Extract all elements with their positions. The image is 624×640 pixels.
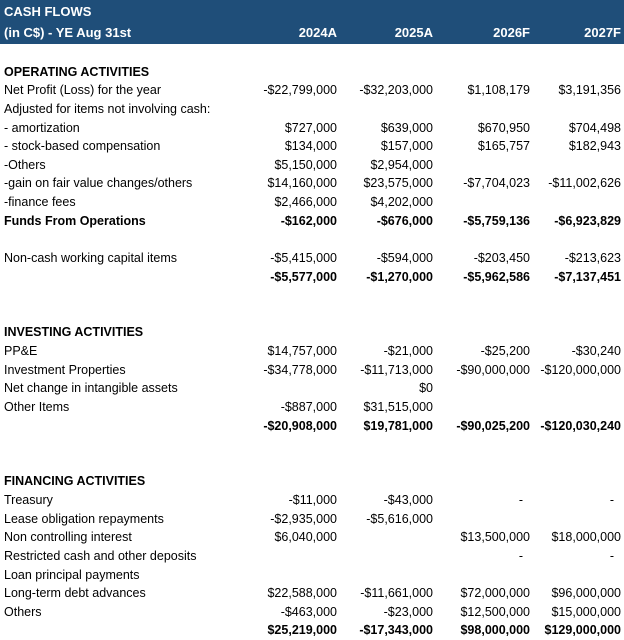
cell-2025a: -$43,000 [383, 493, 433, 507]
cell-2025a: -$32,203,000 [359, 83, 433, 98]
cell-2026f: $98,000,000 [460, 623, 530, 638]
cell-2024a [248, 100, 340, 119]
sheet-title: CASH FLOWS [4, 4, 92, 19]
row-label: -Others [4, 157, 46, 172]
cell-2026f [436, 100, 533, 119]
cell-2026f: $13,500,000 [460, 530, 530, 545]
cell-2024a [248, 63, 340, 82]
cell-2024a: $727,000 [284, 120, 337, 135]
line-item-row [0, 603, 624, 622]
row-label [0, 621, 248, 640]
cell-2027f: $15,000,000 [551, 604, 621, 619]
row-label: INVESTING ACTIVITIES [4, 325, 144, 340]
cell-2025a: -$11,661,000 [360, 586, 433, 601]
line-item-row [0, 193, 624, 212]
cell-2026f: -$7,704,023 [463, 176, 530, 191]
total-row [0, 268, 624, 287]
row-label: OPERATING ACTIVITIES [4, 64, 150, 79]
cell-2027f: $129,000,000 [544, 623, 621, 638]
cell-2025a: -$23,000 [383, 604, 433, 619]
cell-2027f: -$11,002,626 [548, 176, 621, 191]
cell-2027f [533, 44, 624, 63]
row-label: Loan principal payments [4, 567, 140, 582]
cell-2027f: $18,000,000 [551, 530, 621, 545]
cell-2024a: -$11,000 [288, 493, 337, 507]
total-row [0, 621, 624, 640]
line-item-row [0, 547, 624, 566]
cell-2025a [340, 63, 436, 82]
cell-2027f [533, 63, 624, 82]
cell-2026f [436, 566, 533, 585]
cell-2026f [436, 286, 533, 305]
row-label: Treasury [4, 493, 53, 507]
cell-2027f [533, 156, 624, 175]
cell-2026f [436, 44, 533, 63]
cell-2025a [340, 305, 436, 324]
cell-2024a [248, 472, 340, 491]
total-row [0, 417, 624, 436]
cell-2026f: -$90,000,000 [456, 362, 530, 377]
line-item-row [0, 379, 624, 398]
cell-2025a: $4,202,000 [370, 195, 433, 209]
cell-2024a [248, 230, 340, 249]
cell-2024a: $14,160,000 [267, 176, 337, 191]
cell-2025a: $157,000 [380, 139, 433, 154]
row-label: -gain on fair value changes/others [4, 176, 193, 191]
line-item-row [0, 156, 624, 175]
cell-2024a: -$463,000 [280, 604, 337, 619]
spacer-row [0, 44, 624, 63]
cell-2025a [340, 528, 436, 547]
cell-2025a [340, 435, 436, 454]
cell-2025a: $31,515,000 [363, 399, 433, 414]
cell-2027f [533, 379, 624, 398]
cell-2024a: -$34,778,000 [263, 362, 337, 377]
cell-2025a [340, 286, 436, 305]
column-header-row [0, 22, 624, 44]
cell-2026f [436, 435, 533, 454]
cell-2024a: -$5,415,000 [270, 250, 337, 265]
line-item-row [0, 491, 624, 510]
cell-2027f [533, 435, 624, 454]
cell-2026f: $165,757 [477, 139, 530, 154]
cell-2024a: $14,757,000 [267, 344, 337, 358]
cell-2025a: -$21,000 [383, 344, 433, 358]
cell-2026f: -$90,025,200 [456, 418, 530, 433]
spacer-row [0, 230, 624, 249]
cell-2027f [533, 566, 624, 585]
cell-2024a: -$887,000 [280, 399, 337, 414]
cell-2026f: -$5,962,586 [463, 269, 530, 284]
cell-2027f [533, 510, 624, 529]
cell-2026f [436, 472, 533, 491]
row-label [0, 230, 248, 249]
cell-2025a [340, 454, 436, 473]
cell-2027f [533, 100, 624, 119]
column-header-2026f: 2026F [493, 25, 530, 40]
table-body [0, 44, 624, 640]
row-label: Lease obligation repayments [4, 511, 164, 526]
line-item-row [0, 249, 624, 268]
cell-2026f: $72,000,000 [460, 586, 530, 601]
cell-2027f [533, 286, 624, 305]
sheet-subtitle: (in C$) - YE Aug 31st [4, 25, 132, 40]
cell-2025a: -$17,343,000 [359, 623, 433, 638]
cell-2027f [533, 230, 624, 249]
cell-2025a [340, 100, 436, 119]
row-label [0, 417, 248, 436]
cell-2027f: -$120,030,240 [540, 418, 621, 433]
cell-2024a [248, 323, 340, 342]
cell-2025a: $23,575,000 [363, 176, 433, 191]
cell-2027f: $3,191,356 [558, 83, 621, 98]
row-label [0, 268, 248, 287]
cell-2027f: $704,498 [568, 120, 621, 135]
cell-2025a: $19,781,000 [363, 418, 433, 433]
row-label: -finance fees [4, 195, 76, 209]
row-label [0, 435, 248, 454]
cell-2027f [533, 305, 624, 324]
cell-2025a: -$676,000 [376, 213, 433, 228]
cell-2027f [533, 398, 624, 417]
cell-2026f [436, 63, 533, 82]
cell-2026f: $12,500,000 [460, 604, 530, 619]
cell-2027f [533, 472, 624, 491]
row-label: Non-cash working capital items [4, 250, 177, 265]
cell-2024a [248, 44, 340, 63]
cell-2024a: $5,150,000 [274, 157, 337, 172]
cell-2025a: $639,000 [380, 120, 433, 135]
cell-2026f: $1,108,179 [467, 83, 530, 98]
cell-2027f: -$6,923,829 [554, 213, 621, 228]
cell-2024a: $6,040,000 [274, 530, 337, 545]
cell-2027f: -$120,000,000 [540, 362, 621, 377]
spacer-row [0, 305, 624, 324]
line-item-row [0, 81, 624, 100]
row-label: FINANCING ACTIVITIES [4, 474, 146, 489]
column-header-2027f: 2027F [584, 25, 621, 40]
section-header-row [0, 472, 624, 491]
cell-2026f: -$5,759,136 [463, 213, 530, 228]
cell-2024a [248, 454, 340, 473]
cell-2025a [340, 230, 436, 249]
cell-2024a: -$2,935,000 [270, 511, 337, 526]
cell-2025a: -$11,713,000 [360, 362, 433, 377]
row-label [0, 454, 248, 473]
cell-2025a: $2,954,000 [370, 157, 433, 172]
cell-2027f: - [609, 493, 614, 507]
line-item-row [0, 584, 624, 603]
row-label: Adjusted for items not involving cash: [4, 101, 211, 116]
line-item-row [0, 566, 624, 585]
cell-2027f: $96,000,000 [551, 586, 621, 601]
cell-2026f: - [518, 548, 523, 563]
column-header-2025a: 2025A [394, 25, 433, 40]
cell-2024a: -$20,908,000 [263, 418, 337, 433]
cell-2024a: -$5,577,000 [270, 269, 337, 284]
cell-2027f: - [609, 548, 614, 563]
row-label [0, 286, 248, 305]
line-item-row [0, 361, 624, 380]
cell-2024a: $25,219,000 [267, 623, 337, 638]
cell-2026f [436, 398, 533, 417]
row-label: Other Items [4, 399, 70, 414]
spacer-row [0, 435, 624, 454]
cell-2026f [436, 454, 533, 473]
line-item-row [0, 119, 624, 138]
line-item-row [0, 510, 624, 529]
line-item-row [0, 137, 624, 156]
cell-2027f: $182,943 [568, 139, 621, 154]
cell-2026f [436, 510, 533, 529]
cell-2027f: -$30,240 [571, 344, 621, 358]
cell-2024a [248, 305, 340, 324]
row-label: Others [4, 604, 42, 619]
cell-2024a: -$162,000 [280, 213, 337, 228]
cell-2025a [340, 547, 436, 566]
line-item-row [0, 398, 624, 417]
cell-2026f [436, 305, 533, 324]
cell-2025a: $0 [419, 381, 433, 396]
cell-2024a [248, 286, 340, 305]
cell-2026f [436, 230, 533, 249]
table-header [0, 0, 624, 44]
cell-2024a [248, 379, 340, 398]
cell-2025a: -$594,000 [376, 250, 433, 265]
cell-2025a: -$5,616,000 [366, 511, 433, 526]
cell-2026f [436, 193, 533, 212]
cell-2027f [533, 454, 624, 473]
row-label: - stock-based compensation [4, 139, 161, 154]
row-label: PP&E [4, 344, 38, 358]
row-label: Net Profit (Loss) for the year [4, 83, 162, 98]
row-label: Funds From Operations [4, 213, 146, 228]
line-item-row [0, 342, 624, 361]
cell-2026f: -$203,450 [473, 250, 530, 265]
cell-2024a: -$22,799,000 [263, 83, 337, 98]
cell-2024a: $2,466,000 [274, 195, 337, 209]
section-header-row [0, 323, 624, 342]
cell-2025a [340, 566, 436, 585]
cell-2027f [533, 193, 624, 212]
line-item-row [0, 174, 624, 193]
cell-2025a: -$1,270,000 [366, 269, 433, 284]
cell-2027f [533, 323, 624, 342]
cell-2024a: $22,588,000 [267, 586, 337, 601]
row-label [0, 305, 248, 324]
cell-2024a [248, 547, 340, 566]
cell-2025a [340, 472, 436, 491]
column-header-2024a: 2024A [298, 25, 337, 40]
row-label: Investment Properties [4, 362, 126, 377]
cell-2027f: -$7,137,451 [554, 269, 621, 284]
cell-2026f [436, 379, 533, 398]
line-item-row [0, 528, 624, 547]
line-item-row [0, 100, 624, 119]
cell-2026f [436, 323, 533, 342]
total-row [0, 212, 624, 231]
cell-2026f: - [518, 493, 523, 507]
cell-2025a [340, 44, 436, 63]
row-label: Restricted cash and other deposits [4, 548, 197, 563]
row-label: Non controlling interest [4, 530, 132, 545]
cell-2026f: $670,950 [477, 120, 530, 135]
row-label: Long-term debt advances [4, 586, 146, 601]
cell-2024a [248, 566, 340, 585]
cell-2026f [436, 156, 533, 175]
cell-2024a: $134,000 [284, 139, 337, 154]
row-label: - amortization [4, 120, 80, 135]
row-label: Net change in intangible assets [4, 381, 178, 396]
cell-2026f: -$25,200 [480, 344, 530, 358]
cell-2027f: -$213,623 [564, 250, 621, 265]
spacer-row [0, 286, 624, 305]
cell-2025a [340, 323, 436, 342]
section-header-row [0, 63, 624, 82]
row-label [0, 44, 248, 63]
spacer-row [0, 454, 624, 473]
cell-2024a [248, 435, 340, 454]
